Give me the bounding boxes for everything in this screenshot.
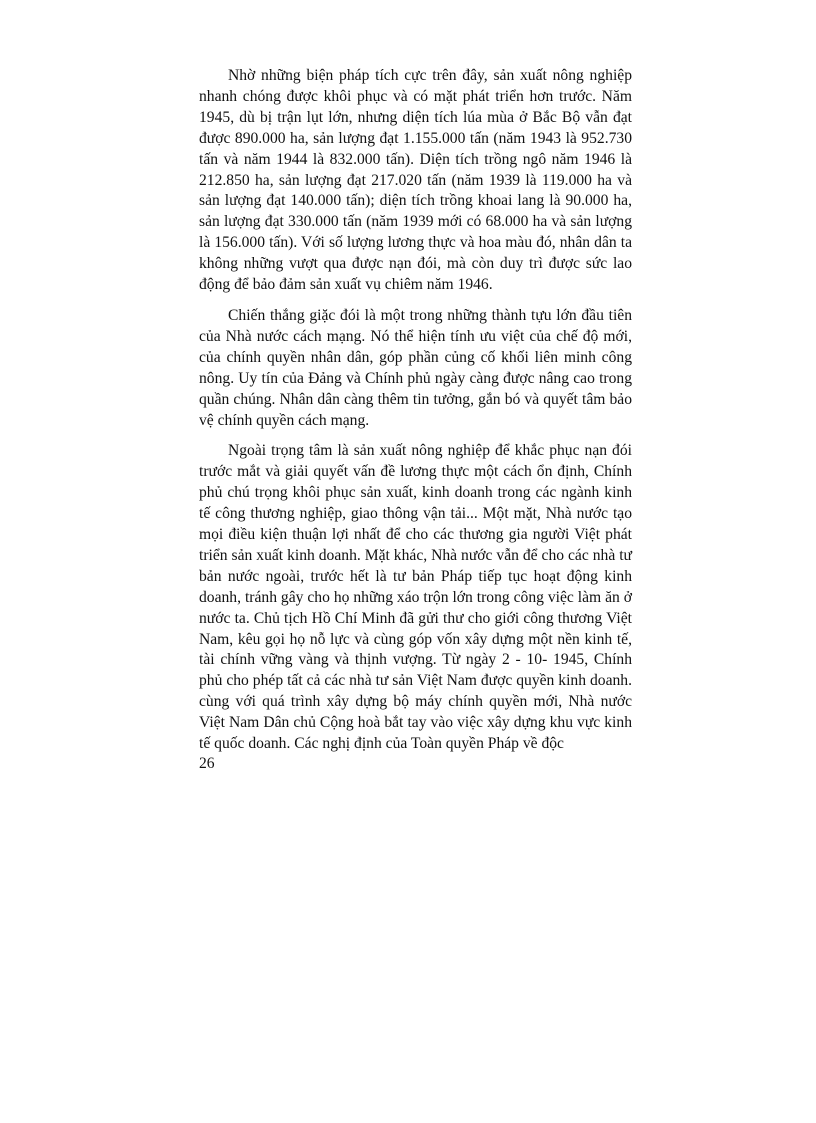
body-text: [199, 66, 632, 765]
paragraph-2: Chiến thắng giặc đói là một trong những thành tựu lớn đầu tiên của Nhà nước cách mạng. Nó thể hiện tính ưu việt của chế độ mới, của chính quyền nhân dân, góp phần củng cố khối liên minh công nông. Uy tín của Đảng và Chính phủ ngày càng được nâng cao trong quần chúng. Nhân dân càng thêm tin tưởng, gắn bó và quyết tâm bảo vệ chính quyền cách mạng.: [199, 306, 632, 429]
paragraph-3: Ngoài trọng tâm là sản xuất nông nghiệp để khắc phục nạn đói trước mắt và giải quyết vấn đề lương thực một cách ổn định, Chính phủ chú trọng khôi phục sản xuất, kinh doanh trong các ngành kinh tế công thương nghiệp, giao thông vận tải... Một mặt, Nhà nước tạo mọi điều kiện thuận lợi nhất để cho các thương gia người Việt phát triển sản xuất kinh doanh. Mặt khác, Nhà nước vẫn để cho các nhà tư bản nước ngoài, trước hết là tư bản Pháp tiếp tục hoạt động kinh doanh, tránh gây cho họ những xáo trộn lớn trong công việc làm ăn ở nước ta. Chủ tịch Hồ Chí Minh đã gửi thư cho giới công thương Việt Nam, kêu gọi họ nỗ lực và cùng góp vốn xây dựng một nền kinh tế, tài chính vững vàng và thịnh vượng. Từ ngày 2 - 10- 1945, Chính phủ cho phép tất cả các nhà tư sản Việt Nam được quyền kinh doanh. cùng với quá trình xây dựng bộ máy chính quyền mới, Nhà nước Việt Nam Dân chủ Cộng hoà bắt tay vào việc xây dựng khu vực kinh tế quốc doanh. Các nghị định của Toàn quyền Pháp về độc: [199, 442, 632, 753]
paragraph-1: Nhờ những biện pháp tích cực trên đây, sản xuất nông nghiệp nhanh chóng được khôi phục và có mặt phát triển hơn trước. Năm 1945, dù bị trận lụt lớn, nhưng diện tích lúa mùa ở Bắc Bộ vẫn đạt được 890.000 ha, sản lượng đạt 1.155.000 tấn (năm 1943 là 952.730 tấn và năm 1944 là 832.000 tấn). Diện tích trồng ngô năm 1946 là 212.850 ha, sản lượng đạt 217.020 tấn (năm 1939 là 119.000 ha và sản lượng đạt 140.000 tấn); diện tích trồng khoai lang là 90.000 ha, sản lượng đạt 330.000 tấn (năm 1939 mới có 68.000 ha và sản lượng là 156.000 tấn). Với số lượng lương thực và hoa màu đó, nhân dân ta không những vượt qua được nạn đói, mà còn duy trì được sức lao động để bảo đảm sản xuất vụ chiêm năm 1946.: [199, 67, 632, 294]
page-number: 26: [199, 755, 215, 772]
